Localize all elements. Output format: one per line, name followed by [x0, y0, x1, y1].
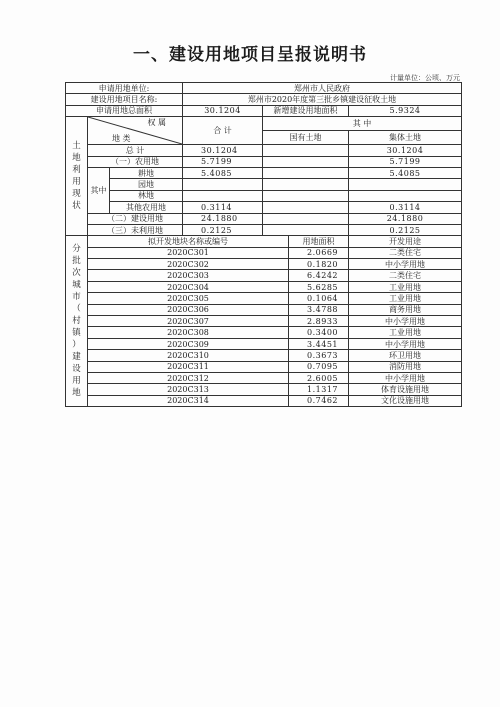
parcel-side-label [66, 236, 88, 407]
parcel-row [66, 395, 462, 406]
parcel-area: 0.3400 [289, 327, 349, 338]
col-use-header: 开发用途 [349, 236, 462, 247]
side-char: 地 [72, 153, 81, 164]
land-type-label: 林地 [110, 190, 183, 201]
state-value [263, 167, 349, 178]
state-value [263, 145, 349, 156]
status-header-row-1 [66, 117, 462, 131]
total-value [183, 179, 263, 190]
land-status-row [66, 224, 462, 235]
parcel-row [66, 338, 462, 349]
parcel-use: 中小学用地 [349, 316, 462, 327]
state-value [263, 202, 349, 213]
parcel-id: 2020C308 [88, 327, 289, 338]
col-name-header: 拟开发地块名称或编号 [88, 236, 289, 247]
side-char: 用 [72, 177, 81, 188]
parcel-use: 文化设施用地 [349, 395, 462, 406]
side-char: 次 [72, 268, 81, 279]
parcel-use: 中小学用地 [349, 372, 462, 383]
parcel-area: 6.4242 [289, 270, 349, 281]
project-row [66, 94, 462, 105]
parcel-use: 中小学用地 [349, 338, 462, 349]
total-value: 0.3114 [183, 202, 263, 213]
parcel-use: 二类住宅 [349, 270, 462, 281]
total-value: 24.1880 [183, 213, 263, 224]
collective-value: 0.3114 [349, 202, 462, 213]
state-value [263, 156, 349, 167]
col-among-header: 其 中 [263, 117, 462, 131]
side-char: 批 [72, 256, 81, 267]
collective-value [349, 190, 462, 201]
parcel-area: 2.6005 [289, 372, 349, 383]
land-type-label: 总 计 [88, 145, 183, 156]
parcel-row [66, 327, 462, 338]
parcel-row [66, 304, 462, 315]
parcel-id: 2020C302 [88, 259, 289, 270]
land-status-row [66, 202, 462, 213]
parcel-id: 2020C301 [88, 247, 289, 258]
side-char: 现 [72, 189, 81, 200]
total-area-value: 30.1204 [183, 105, 263, 116]
parcel-id: 2020C312 [88, 372, 289, 383]
side-char: 城 [72, 280, 81, 291]
parcel-row [66, 293, 462, 304]
applicant-row [66, 83, 462, 94]
diagonal-line [88, 117, 182, 144]
side-char: 地 [72, 388, 81, 399]
parcel-id: 2020C310 [88, 350, 289, 361]
side-char: ） [72, 340, 81, 351]
parcel-area: 3.4451 [289, 338, 349, 349]
col-total-header: 合 计 [183, 117, 263, 145]
parcel-row [66, 384, 462, 395]
land-type-label: （二）建设用地 [88, 213, 183, 224]
parcel-area: 0.1820 [289, 259, 349, 270]
project-value: 郑州市2020年度第三批乡镇建设征收土地 [183, 94, 462, 105]
collective-value: 0.2125 [349, 224, 462, 235]
parcel-use: 商务用地 [349, 304, 462, 315]
land-type-label: 园地 [110, 179, 183, 190]
parcel-row [66, 259, 462, 270]
total-value: 30.1204 [183, 145, 263, 156]
parcel-row [66, 247, 462, 258]
collective-value: 5.4085 [349, 167, 462, 178]
land-status-row [66, 179, 462, 190]
side-char: 状 [72, 201, 81, 212]
diag-top-label: 权 属 [147, 118, 167, 128]
state-value [263, 213, 349, 224]
parcel-id: 2020C314 [88, 395, 289, 406]
parcel-id: 2020C303 [88, 270, 289, 281]
land-type-label: （三）未利用地 [88, 224, 183, 235]
parcel-row [66, 361, 462, 372]
col-collective-header: 集体土地 [349, 131, 462, 145]
parcel-header-row [66, 236, 462, 247]
collective-value: 30.1204 [349, 145, 462, 156]
parcel-use: 消防用地 [349, 361, 462, 372]
project-label: 建设用地项目名称: [66, 94, 183, 105]
new-area-label: 新增建设用地面积 [263, 105, 349, 116]
land-type-label: （一）农用地 [88, 156, 183, 167]
side-char: 镇 [72, 328, 81, 339]
parcel-use: 二类住宅 [349, 247, 462, 258]
side-char: 土 [72, 141, 81, 152]
parcel-area: 0.7095 [289, 361, 349, 372]
side-char: 村 [72, 316, 81, 327]
parcel-area: 1.1317 [289, 384, 349, 395]
parcel-id: 2020C305 [88, 293, 289, 304]
parcel-id: 2020C311 [88, 361, 289, 372]
parcel-area: 5.6285 [289, 281, 349, 292]
side-char: 用 [72, 376, 81, 387]
parcel-id: 2020C306 [88, 304, 289, 315]
parcel-id: 2020C309 [88, 338, 289, 349]
collective-value [349, 179, 462, 190]
side-char: 分 [72, 244, 81, 255]
parcel-row [66, 372, 462, 383]
land-status-side-label [66, 117, 88, 236]
side-char: （ [72, 304, 81, 315]
new-area-value: 5.9324 [349, 105, 462, 116]
applicant-label: 申请用地单位: [66, 83, 183, 94]
parcel-area: 2.0669 [289, 247, 349, 258]
parcel-area: 0.1064 [289, 293, 349, 304]
parcel-area: 0.3673 [289, 350, 349, 361]
qizhong-label: 其中 [88, 167, 110, 213]
side-char: 设 [72, 364, 81, 375]
land-status-row [66, 145, 462, 156]
land-status-row [66, 213, 462, 224]
total-value [183, 190, 263, 201]
parcel-use: 工业用地 [349, 293, 462, 304]
parcel-row [66, 316, 462, 327]
parcel-use: 中小学用地 [349, 259, 462, 270]
report-table [65, 82, 462, 407]
land-status-row [66, 190, 462, 201]
state-value [263, 190, 349, 201]
land-status-row [66, 167, 462, 178]
total-value: 5.4085 [183, 167, 263, 178]
parcel-row [66, 350, 462, 361]
side-char: 建 [72, 352, 81, 363]
parcel-row [66, 270, 462, 281]
parcel-use: 工业用地 [349, 327, 462, 338]
document-title: 一、建设用地项目呈报说明书 [133, 45, 367, 65]
col-area-header: 用地面积 [289, 236, 349, 247]
parcel-row [66, 281, 462, 292]
diagonal-header-cell [88, 117, 183, 145]
state-value [263, 179, 349, 190]
total-value: 5.7199 [183, 156, 263, 167]
collective-value: 5.7199 [349, 156, 462, 167]
land-status-row [66, 156, 462, 167]
total-area-label: 申请用地总面积 [66, 105, 183, 116]
parcel-use: 体育设施用地 [349, 384, 462, 395]
parcel-area: 0.7462 [289, 395, 349, 406]
side-char: 利 [72, 165, 81, 176]
parcel-area: 3.4788 [289, 304, 349, 315]
side-char: 市 [72, 292, 81, 303]
unit-note: 计量单位：公顷、万元 [390, 74, 460, 82]
applicant-value: 郑州市人民政府 [183, 83, 462, 94]
collective-value: 24.1880 [349, 213, 462, 224]
parcel-id: 2020C307 [88, 316, 289, 327]
total-value: 0.2125 [183, 224, 263, 235]
parcel-id: 2020C304 [88, 281, 289, 292]
land-type-label: 其他农用地 [110, 202, 183, 213]
land-type-label: 耕地 [110, 167, 183, 178]
parcel-use: 工业用地 [349, 281, 462, 292]
area-row [66, 105, 462, 116]
parcel-use: 环卫用地 [349, 350, 462, 361]
parcel-area: 2.8933 [289, 316, 349, 327]
state-value [263, 224, 349, 235]
col-state-header: 国有土地 [263, 131, 349, 145]
parcel-id: 2020C313 [88, 384, 289, 395]
diag-bottom-label: 地 类 [112, 134, 131, 144]
